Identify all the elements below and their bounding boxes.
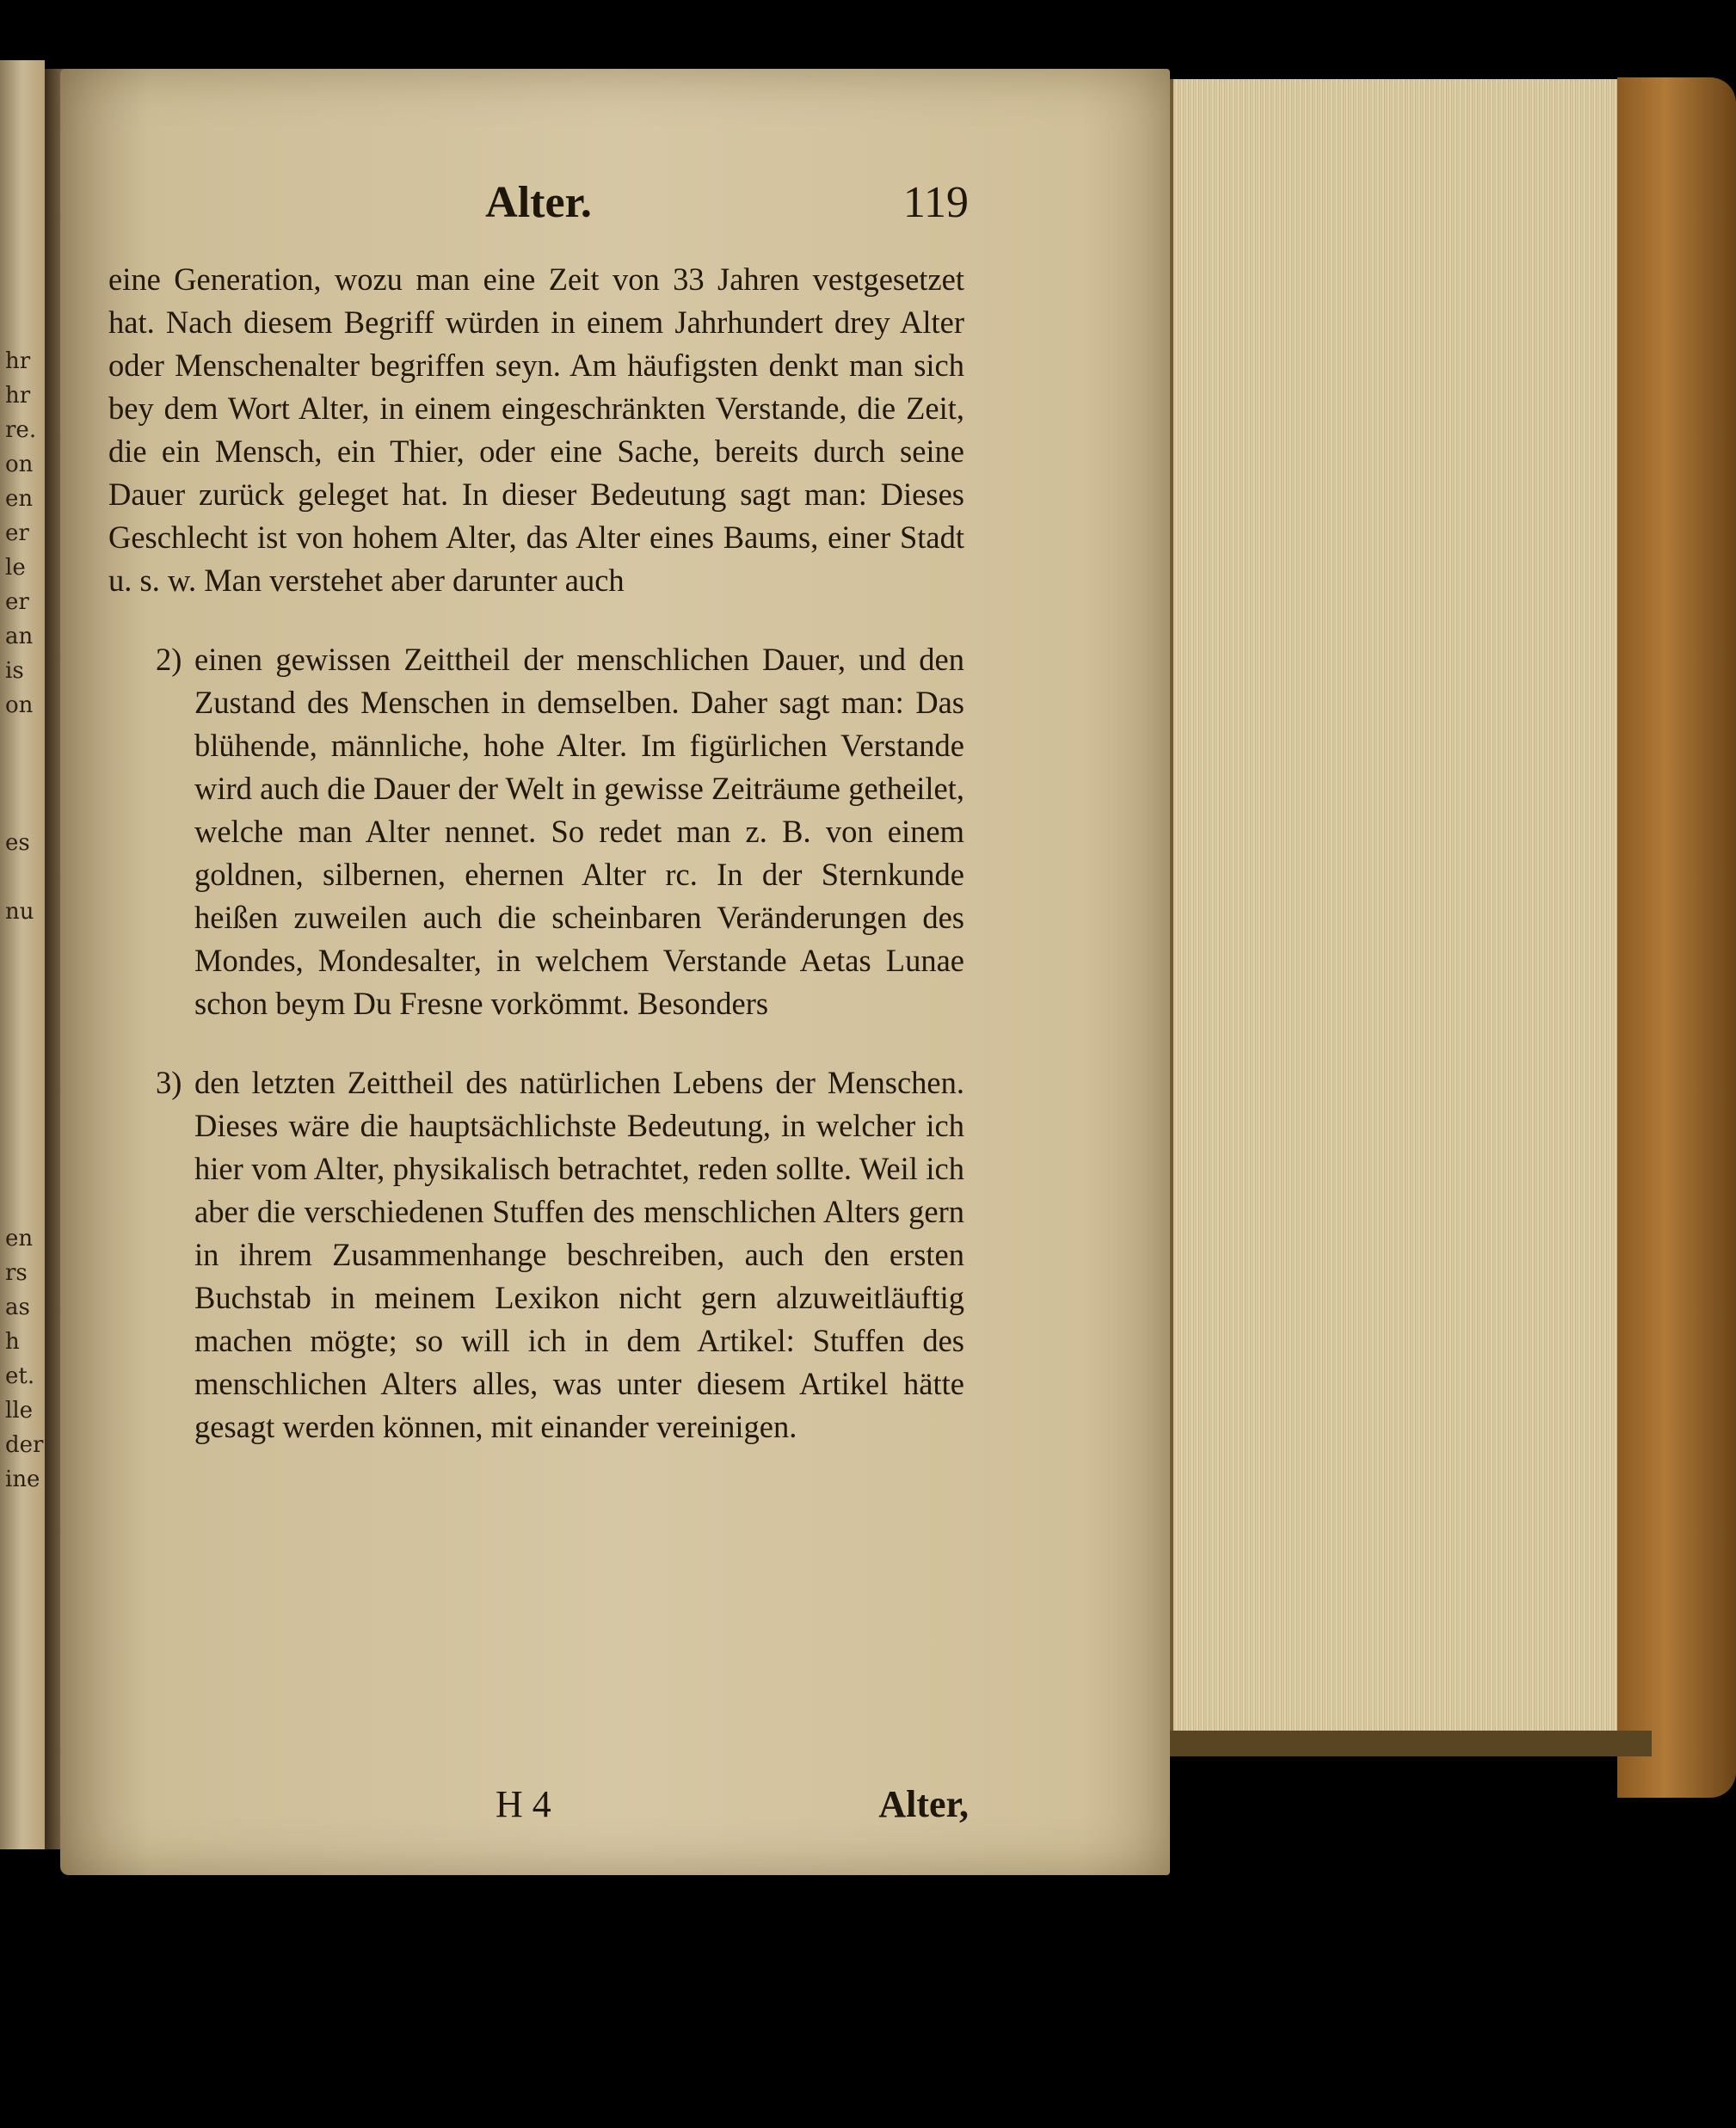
facing-page-fragments — [5, 344, 44, 1497]
fragment: is — [5, 658, 24, 684]
fragment: an — [5, 624, 34, 649]
fragment: lle — [5, 1398, 34, 1424]
facing-page-edge — [0, 60, 45, 1849]
fragment: der — [5, 1432, 44, 1458]
item-number: 2) — [156, 642, 182, 677]
fragment: le — [5, 555, 26, 581]
fragment: as — [5, 1295, 30, 1320]
page-block-edges — [1170, 79, 1621, 1731]
book-cover-edge — [1617, 77, 1736, 1798]
running-head: Alter. — [485, 178, 592, 227]
page-footer — [108, 1782, 969, 1834]
fragment: er — [5, 589, 29, 615]
fragment: on — [5, 452, 34, 477]
item-number: 3) — [156, 1065, 182, 1100]
fragment: ine — [5, 1467, 40, 1492]
item-text: den letzten Zeittheil des natürlichen Lebens der Menschen. Dieses wäre die hauptsächlichste Bedeutung, in welcher ich hier vom Alter, physikalisch betrachtet, reden sollte. Weil ich aber die verschiedenen Stuffen des menschlichen Alters gern in ihrem Zusammenhange beschreiben, auch den ersten Buchstab in meinem Lexikon nicht gern alzuweitläuftig machen mögte; so will ich in dem Artikel: Stuffen des menschlichen Alters alles, was unter diesem Artikel hätte gesagt werden können, mit einander vereinigen. — [194, 1065, 964, 1444]
item-3 — [108, 1061, 964, 1448]
fragment: en — [5, 486, 34, 512]
fragment: en — [5, 1226, 34, 1252]
fragment: re. — [5, 417, 37, 443]
page-block-shadow — [1170, 1731, 1652, 1756]
fragment: hr — [5, 383, 31, 409]
fragment: on — [5, 692, 34, 718]
fragment: hr — [5, 348, 31, 374]
page-number: 119 — [902, 178, 969, 227]
fragment: h — [5, 1329, 20, 1355]
item-2 — [108, 638, 964, 1025]
item-text: einen gewissen Zeittheil der menschlichen Dauer, und den Zustand des Menschen in demselben. Daher sagt man: Das blühende, männliche, hohe Alter. Im figürlichen Verstande wird auch die Dauer der Welt in gewisse Zeiträume getheilet, welche man Alter nennet. So redet man z. B. von einem goldnen, silbernen, ehernen Alter rc. In der Sternkunde heißen zuweilen auch die scheinbaren Veränderungen des Mondes, Mondesalter, in welchem Verstande Aetas Lunae schon beym Du Fresne vorkömmt. Besonders — [194, 642, 964, 1021]
fragment: nu — [5, 899, 34, 925]
catchword: Alter, — [878, 1783, 969, 1825]
signature-mark: H 4 — [496, 1783, 551, 1825]
fragment: et. — [5, 1363, 35, 1389]
fragment: rs — [5, 1260, 28, 1286]
fragment: er — [5, 520, 29, 546]
intro-paragraph: eine Generation, wozu man eine Zeit von 33 Jahren vestgesetzet hat. Nach diesem Begriff würden in einem Jahrhundert drey Alter oder Menschenalter begriffen seyn. Am häufigsten denkt man sich bey dem Wort Alter, in einem eingeschränkten Verstande, die Zeit, die ein Mensch, ein Thier, oder eine Sache, bereits durch seine Dauer zurück geleget hat. In dieser Bedeutung sagt man: Dieses Geschlecht ist von hohem Alter, das Alter eines Baums, einer Stadt u. s. w. Man verstehet aber darunter auch — [108, 261, 964, 598]
page-body — [108, 258, 964, 1448]
page-header — [108, 177, 969, 237]
fragment: es — [5, 830, 30, 856]
